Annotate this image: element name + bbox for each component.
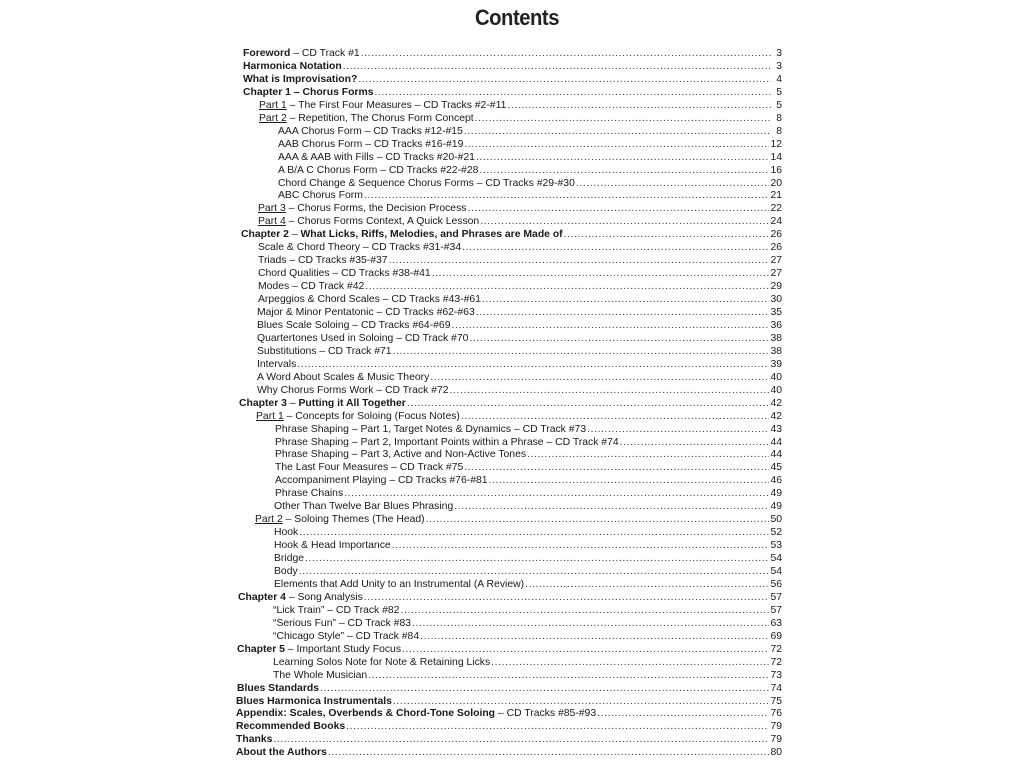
toc-entry-title xyxy=(278,151,475,164)
page-number: 5 xyxy=(776,99,782,111)
page-number: 21 xyxy=(770,190,782,202)
toc-entry-title xyxy=(257,345,392,358)
toc-entry-title xyxy=(257,332,468,345)
toc-entry-title xyxy=(236,733,272,746)
toc-entry-pre: Modes – CD Track #42 xyxy=(258,281,365,293)
toc-entry-title xyxy=(273,669,367,682)
dot-leader xyxy=(564,228,770,241)
toc-entry-title xyxy=(236,707,596,720)
toc-entry-title xyxy=(258,293,481,306)
page-number: 57 xyxy=(770,591,782,603)
toc-entry-title xyxy=(259,112,474,125)
toc-entry xyxy=(273,617,782,630)
toc-entry-title xyxy=(241,228,563,241)
toc-entry-title xyxy=(243,60,342,73)
toc-entry xyxy=(274,539,782,552)
toc-entry-pre: Why Chorus Forms Work – CD Track #72 xyxy=(257,384,449,396)
toc-entry-title xyxy=(257,319,451,332)
toc-entry-pre: The Last Four Measures – CD Track #75 xyxy=(275,462,464,474)
toc-entry-title xyxy=(278,177,575,190)
toc-entry-title xyxy=(237,682,319,695)
toc-entry-bold: Chapter 5 xyxy=(237,643,285,655)
page-number: 50 xyxy=(770,514,782,526)
dot-leader xyxy=(364,591,770,604)
page-number: 56 xyxy=(770,578,782,590)
dot-leader xyxy=(462,241,769,254)
toc-entry-pre: ABC Chorus Form xyxy=(278,190,363,202)
page-number: 3 xyxy=(776,48,782,59)
toc-entry-post: – xyxy=(288,229,301,241)
page-number: 24 xyxy=(770,216,782,228)
page-number: 8 xyxy=(776,112,782,124)
toc-entry-bold: Chapter 4 xyxy=(238,591,286,603)
toc-entry-post: – The First Four Measures – CD Tracks #2-#11 xyxy=(286,99,507,111)
toc-entry-pre: Intervals xyxy=(257,358,297,370)
dot-leader xyxy=(469,332,769,345)
dot-leader xyxy=(412,617,769,630)
toc-entry-bold: What is Improvisation? xyxy=(243,73,358,85)
page-number: 79 xyxy=(770,734,782,746)
toc-entry xyxy=(256,410,782,423)
toc-entry-title xyxy=(258,202,466,215)
toc-entry-title xyxy=(278,138,463,151)
toc-entry-title xyxy=(256,410,460,423)
toc-entry-post: – Repetition, The Chorus Form Concept xyxy=(286,112,474,124)
dot-leader xyxy=(400,604,769,617)
dot-leader xyxy=(344,487,769,500)
toc-entry xyxy=(278,151,782,164)
toc-entry xyxy=(258,202,782,215)
toc-entry-title xyxy=(274,565,298,578)
dot-leader xyxy=(452,319,770,332)
toc-entry xyxy=(259,99,782,112)
toc-entry-post: – Soloing Themes (The Head) xyxy=(282,514,425,526)
toc-entry-post: – xyxy=(286,397,299,409)
toc-entry-pre: Chord Change & Sequence Chorus Forms – CD Tracks #29-#30 xyxy=(278,177,575,189)
dot-leader xyxy=(393,345,770,358)
toc-entry-pre: AAB Chorus Form – CD Tracks #16-#19 xyxy=(278,138,464,150)
dot-leader xyxy=(361,47,771,60)
toc-entry-title xyxy=(258,241,461,254)
page-number: 57 xyxy=(770,604,782,616)
dot-leader xyxy=(430,371,769,384)
toc-entry xyxy=(257,345,782,358)
page-number: 75 xyxy=(770,695,782,707)
page-number: 52 xyxy=(770,527,782,539)
toc-entry xyxy=(274,565,782,578)
toc-entry-pre: Accompaniment Playing – CD Tracks #76-#81 xyxy=(275,475,488,487)
toc-entry-pre: Quartertones Used in Soloing – CD Track #70 xyxy=(257,332,469,344)
toc-entry-pre: A Word About Scales & Music Theory xyxy=(257,371,430,383)
toc-entry-post: – Chorus Forms, the Decision Process xyxy=(285,203,467,215)
toc-entry-pre: The Whole Musician xyxy=(273,669,368,681)
toc-entry-pre: Blues Scale Soloing – CD Tracks #64-#69 xyxy=(257,319,451,331)
dot-leader xyxy=(393,695,770,708)
toc-entry-pre: “Lick Train” – CD Track #82 xyxy=(273,604,400,616)
toc-entry-pre: Substitutions – CD Track #71 xyxy=(257,345,392,357)
dot-leader xyxy=(328,746,770,759)
toc-entry xyxy=(278,125,782,138)
toc-entry xyxy=(257,384,782,397)
dot-leader xyxy=(527,448,769,461)
page-number: 3 xyxy=(776,60,782,72)
toc-entry-title xyxy=(275,487,343,500)
toc-entry xyxy=(278,138,782,151)
toc-entry-bold: Chapter 2 xyxy=(241,229,289,241)
dot-leader xyxy=(587,423,769,436)
dot-leader xyxy=(420,630,769,643)
page-number: 69 xyxy=(770,630,782,642)
dot-leader xyxy=(273,733,769,746)
page-number: 72 xyxy=(770,643,782,655)
toc-entry-pre: Learning Solos Note for Note & Retaining Licks xyxy=(273,656,491,668)
toc-entry xyxy=(243,47,782,60)
toc-entry-pre: Major & Minor Pentatonic – CD Tracks #62-#63 xyxy=(257,307,475,318)
page-number: 76 xyxy=(770,708,782,720)
dot-leader xyxy=(454,500,769,513)
toc-entry xyxy=(255,513,782,526)
page-number: 26 xyxy=(770,229,782,241)
toc-entry-title xyxy=(236,746,327,759)
toc-entry xyxy=(236,733,782,746)
toc-entry xyxy=(257,306,782,319)
dot-leader xyxy=(407,397,770,410)
page-number: 74 xyxy=(770,682,782,694)
toc-entry-title xyxy=(275,461,463,474)
dot-leader xyxy=(482,293,770,306)
toc-entry-bold: Thanks xyxy=(236,734,273,746)
dot-leader xyxy=(620,436,770,449)
toc-entry-bold: About the Authors xyxy=(236,747,327,759)
toc-entry-title xyxy=(258,254,388,267)
dot-leader xyxy=(476,151,770,164)
toc-entry-pre: Body xyxy=(274,566,298,577)
toc-entry-title xyxy=(275,436,619,449)
toc-entry-pre: Triads – CD Tracks #35-#37 xyxy=(258,255,388,267)
toc-entry-title xyxy=(275,474,488,487)
toc-entry-title xyxy=(275,448,526,461)
dot-leader xyxy=(368,669,769,682)
toc-entry-u: Part 1 xyxy=(256,410,284,422)
dot-leader xyxy=(402,643,769,656)
toc-entry xyxy=(257,358,782,371)
toc-entry-title xyxy=(274,552,304,565)
toc-entry-bold: Recommended Books xyxy=(236,721,346,733)
toc-entry xyxy=(275,423,782,436)
dot-leader xyxy=(364,189,770,202)
toc-entry xyxy=(257,332,782,345)
toc-entry xyxy=(239,397,782,410)
toc-entry-bold: Appendix: Scales, Overbends & Chord-Tone Soloing xyxy=(236,708,496,720)
dot-leader xyxy=(479,164,769,177)
page-number: 43 xyxy=(770,423,782,435)
toc-entry-title xyxy=(243,73,357,86)
toc-entry xyxy=(236,746,782,759)
toc-entry-pre: Phrase Shaping – Part 2, Important Points within a Phrase – CD Track #74 xyxy=(275,436,619,448)
toc-entry xyxy=(257,371,782,384)
page-number: 49 xyxy=(770,501,782,513)
toc-entry-bold: Harmonica Notation xyxy=(243,60,342,72)
dot-leader xyxy=(343,60,771,73)
toc-entry xyxy=(243,86,782,99)
toc-entry-bold2: What Licks, Riffs, Melodies, and Phrases are Made of xyxy=(300,229,563,241)
page-number: 49 xyxy=(770,488,782,500)
toc-entry xyxy=(258,241,782,254)
toc-entry xyxy=(243,73,782,86)
toc-entry xyxy=(258,280,782,293)
dot-leader xyxy=(464,461,769,474)
toc-entry xyxy=(258,215,782,228)
page-number: 16 xyxy=(770,164,782,176)
dot-leader xyxy=(305,552,769,565)
page-number: 4 xyxy=(776,73,782,85)
page-number: 39 xyxy=(770,358,782,370)
page-number: 73 xyxy=(770,669,782,681)
toc-entry-title xyxy=(278,164,478,177)
page-number: 29 xyxy=(770,281,782,293)
page-number: 40 xyxy=(770,371,782,383)
dot-leader xyxy=(461,410,770,423)
page-number: 42 xyxy=(770,410,782,422)
dot-leader xyxy=(299,565,770,578)
dot-leader xyxy=(464,138,769,151)
page-number: 30 xyxy=(770,294,782,306)
toc-entry-title xyxy=(274,526,298,539)
toc-entry-title xyxy=(257,306,475,319)
toc-entry xyxy=(275,461,782,474)
toc-entry-u: Part 3 xyxy=(258,203,286,215)
dot-leader xyxy=(480,215,769,228)
page-number: 27 xyxy=(770,255,782,267)
toc-entry-title xyxy=(259,99,506,112)
toc-entry-title xyxy=(258,280,364,293)
toc-entry xyxy=(257,319,782,332)
toc-entry xyxy=(237,682,782,695)
dot-leader xyxy=(464,125,771,138)
page-number: 72 xyxy=(770,656,782,668)
toc-entry xyxy=(236,707,782,720)
toc-entry xyxy=(274,500,782,513)
toc-entry-bold: Foreword xyxy=(243,48,291,59)
toc-entry-title xyxy=(273,656,490,669)
toc-entry-pre: AAA Chorus Form – CD Tracks #12-#15 xyxy=(278,125,463,137)
toc-entry-title xyxy=(278,125,463,138)
toc-entry-pre: Arpeggios & Chord Scales – CD Tracks #43-#61 xyxy=(258,294,481,306)
page-number: 79 xyxy=(770,721,782,733)
toc-entry-post: – CD Tracks #85-#93 xyxy=(495,708,597,720)
toc-entry-pre: Hook & Head Importance xyxy=(274,540,391,552)
toc-entry-title xyxy=(258,267,431,280)
page-number: 35 xyxy=(770,307,782,318)
dot-leader xyxy=(450,384,770,397)
page-number: 54 xyxy=(770,553,782,565)
toc-entry xyxy=(236,695,782,708)
toc-entry xyxy=(275,436,782,449)
dot-leader xyxy=(299,526,769,539)
dot-leader xyxy=(489,474,770,487)
toc-entry-title xyxy=(273,630,419,643)
page-number: 44 xyxy=(770,449,782,461)
toc-entry-title xyxy=(243,86,374,99)
toc-entry xyxy=(273,669,782,682)
dot-leader xyxy=(375,86,772,99)
toc-entry-title xyxy=(236,695,392,708)
toc-entry-pre: Hook xyxy=(274,527,299,539)
toc-entry-post: – Concepts for Soloing (Focus Notes) xyxy=(283,410,460,422)
toc-entry-title xyxy=(257,358,296,371)
page-number: 20 xyxy=(770,177,782,189)
toc-entry xyxy=(258,293,782,306)
toc-entry xyxy=(236,720,782,733)
toc-entry-pre: Scale & Chord Theory – CD Tracks #31-#34 xyxy=(258,242,462,254)
page-number: 54 xyxy=(770,566,782,577)
toc-entry-title xyxy=(274,578,524,591)
toc-entry-pre: Phrase Shaping – Part 3, Active and Non-Active Tones xyxy=(275,449,527,461)
toc-entry-bold: Chapter 3 xyxy=(239,397,287,409)
dot-leader xyxy=(467,202,769,215)
dot-leader xyxy=(320,682,769,695)
page-number: 80 xyxy=(770,747,782,759)
toc-entry-pre: “Chicago Style” – CD Track #84 xyxy=(273,630,420,642)
toc-entry-title xyxy=(273,604,399,617)
dot-leader xyxy=(297,358,769,371)
toc-entry-pre: Elements that Add Unity to an Instrumental (A Review) xyxy=(274,578,525,590)
toc-entry-title xyxy=(239,397,406,410)
toc-entry-post: – CD Track #1 xyxy=(290,48,360,59)
page-number: 22 xyxy=(770,203,782,215)
toc-entry-pre: Phrase Shaping – Part 1, Target Notes & Dynamics – CD Track #73 xyxy=(275,423,587,435)
toc-entry-title xyxy=(243,47,360,60)
toc-entry xyxy=(258,267,782,280)
toc-entry-pre: AAA & AAB with Fills – CD Tracks #20-#21 xyxy=(278,151,475,163)
toc-entry-title xyxy=(273,617,411,630)
dot-leader xyxy=(346,720,769,733)
page-number: 27 xyxy=(770,268,782,280)
toc-entry-post: – Chorus Forms Context, A Quick Lesson xyxy=(285,216,480,228)
dot-leader xyxy=(507,99,771,112)
dot-leader xyxy=(432,267,770,280)
toc-entry-bold: Blues Standards xyxy=(237,682,319,694)
toc-entry-title xyxy=(237,643,401,656)
toc-entry-title xyxy=(255,513,425,526)
toc-entry xyxy=(273,604,782,617)
toc-entry-bold: Chapter 1 – Chorus Forms xyxy=(243,86,374,98)
toc-entry-pre: A B/A C Chorus Form – CD Tracks #22-#28 xyxy=(278,164,479,176)
page-number: 5 xyxy=(776,86,782,98)
dot-leader xyxy=(389,254,770,267)
toc-entry-pre: Chord Qualities – CD Tracks #38-#41 xyxy=(258,268,431,280)
page-title: Contents xyxy=(474,5,560,30)
page-number: 38 xyxy=(770,332,782,344)
toc-entry-bold2: Putting it All Together xyxy=(298,397,406,409)
page-number: 40 xyxy=(770,384,782,396)
toc-entry xyxy=(237,643,782,656)
toc-entry-bold: Blues Harmonica Instrumentals xyxy=(236,695,392,707)
page-number: 26 xyxy=(770,242,782,254)
toc-entry xyxy=(273,630,782,643)
page-number: 45 xyxy=(770,462,782,474)
toc-entry-post: – Song Analysis xyxy=(285,591,363,603)
page-number: 12 xyxy=(770,138,782,150)
toc-entry-title xyxy=(258,215,479,228)
page-number: 63 xyxy=(770,617,782,629)
toc-entry-title xyxy=(275,423,586,436)
toc-entry xyxy=(258,254,782,267)
toc-entry-u: Part 2 xyxy=(259,112,287,124)
toc-entry xyxy=(238,591,782,604)
toc-entry-title xyxy=(236,720,345,733)
dot-leader xyxy=(525,578,769,591)
page-number: 46 xyxy=(770,475,782,487)
toc-entry-pre: “Serious Fun” – CD Track #83 xyxy=(273,617,412,629)
page-number: 38 xyxy=(770,345,782,357)
toc-entry xyxy=(274,552,782,565)
page-number: 44 xyxy=(770,436,782,448)
page-number: 8 xyxy=(776,125,782,137)
toc-entry xyxy=(275,474,782,487)
toc-entry-u: Part 4 xyxy=(258,216,286,228)
toc-entry xyxy=(243,60,782,73)
toc-entry-pre: Bridge xyxy=(274,553,305,565)
toc-entry xyxy=(275,448,782,461)
toc-entry-post: – Important Study Focus xyxy=(284,643,402,655)
toc-entry xyxy=(278,189,782,202)
dot-leader xyxy=(365,280,769,293)
toc-entry xyxy=(241,228,782,241)
dot-leader xyxy=(358,73,771,86)
toc-entry xyxy=(274,578,782,591)
toc-entry-title xyxy=(257,371,429,384)
toc-entry-u: Part 1 xyxy=(259,99,287,111)
toc-entry xyxy=(275,487,782,500)
toc-entry-title xyxy=(278,189,363,202)
toc-entry-title xyxy=(274,539,391,552)
dot-leader xyxy=(576,177,770,190)
toc-entry xyxy=(273,656,782,669)
toc-entry-title xyxy=(274,500,453,513)
page-number: 42 xyxy=(770,397,782,409)
toc-entry-title xyxy=(257,384,449,397)
dot-leader xyxy=(491,656,769,669)
dot-leader xyxy=(597,707,769,720)
page-number: 36 xyxy=(770,319,782,331)
page-number: 14 xyxy=(770,151,782,163)
page-number: 53 xyxy=(770,540,782,552)
toc-entry-pre: Phrase Chains xyxy=(275,488,344,500)
dot-leader xyxy=(392,539,770,552)
toc-entry xyxy=(278,177,782,190)
dot-leader xyxy=(475,112,771,125)
toc-entry-title xyxy=(238,591,363,604)
dot-leader xyxy=(476,306,770,319)
toc-entry xyxy=(278,164,782,177)
toc-entry xyxy=(274,526,782,539)
toc-entry-pre: Other Than Twelve Bar Blues Phrasing xyxy=(274,501,454,513)
dot-leader xyxy=(426,513,770,526)
toc-entry-u: Part 2 xyxy=(255,514,283,526)
toc-entry xyxy=(259,112,782,125)
